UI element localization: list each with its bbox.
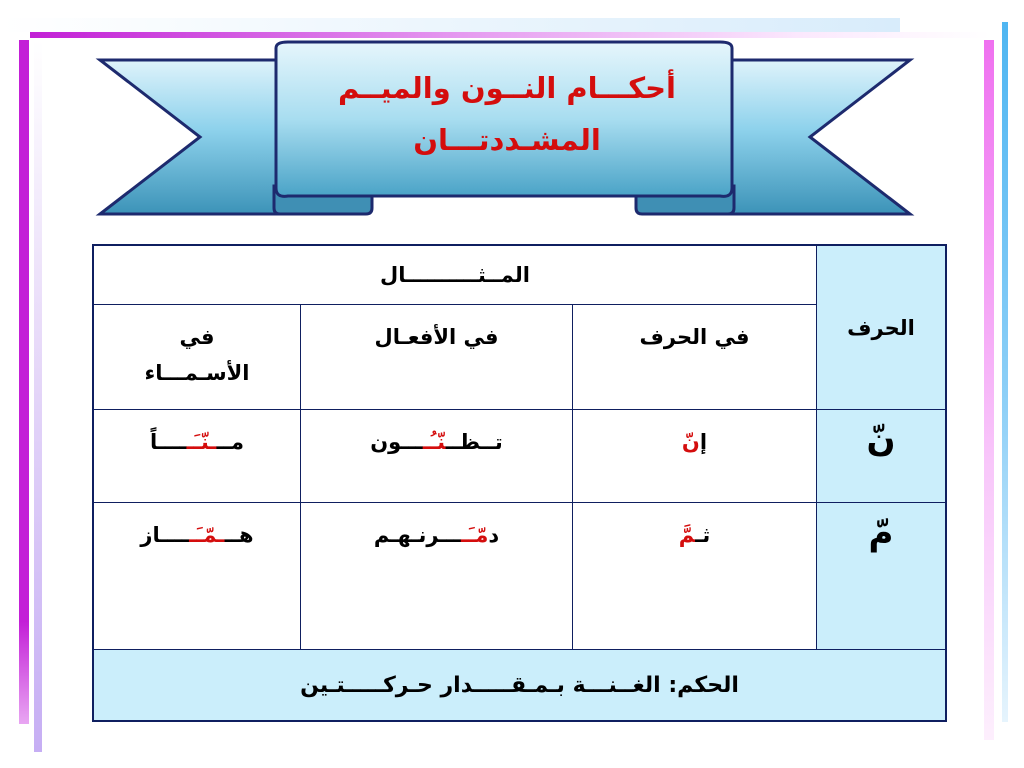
table-row-meem [93, 503, 946, 650]
text-highlight: ـمّـَـ [189, 523, 225, 547]
letter-meem: مّ [868, 513, 894, 553]
text-before: هــ [224, 523, 254, 547]
ruling-cell [93, 650, 946, 722]
sub-header-asma [93, 305, 301, 410]
text-highlight: مَّ [678, 523, 696, 547]
ribbon-left-tail [100, 60, 292, 214]
rules-table [92, 244, 947, 722]
text-after: ـــون [370, 430, 423, 454]
right-magenta-bar [984, 40, 994, 740]
right-blue-bar [1002, 22, 1008, 722]
text-highlight: نّ [681, 430, 700, 454]
text-highlight: مّـَـ [461, 523, 489, 547]
example-harf-meem [573, 503, 817, 650]
left-magenta-bar [19, 40, 29, 724]
example-asma-noon [93, 410, 301, 503]
text-before: تــظــ [445, 430, 503, 454]
letter-column-header [817, 245, 947, 410]
table-row-noon [93, 410, 946, 503]
ruling-text: الحكم: الغــنـــة بـمـقـــــدار حـركـــــتـين [300, 672, 739, 698]
text-highlight: نّـُـ [422, 430, 446, 454]
text-before: ثـ [695, 523, 711, 547]
ribbon-right-tail [718, 60, 910, 214]
sub-header-asma-text [94, 305, 300, 391]
left-lavender-bar [34, 40, 42, 752]
sub-header-afaal-text: في الأفعـال [374, 325, 499, 349]
rules-table-container [92, 244, 947, 722]
top-gradient-bar [0, 18, 900, 32]
text-before: مــ [216, 430, 245, 454]
title-line-1: أحكـــام النــون والميــم [338, 71, 676, 105]
letter-column-header-text: الحرف [847, 315, 915, 340]
letter-cell-meem [817, 503, 947, 650]
example-asma-meem [93, 503, 301, 650]
slide-title [280, 62, 734, 192]
text-before: إ [699, 430, 708, 454]
example-header-text: المــثــــــــــال [380, 263, 530, 287]
text-after: ــــاز [140, 523, 190, 547]
sub-header-asma-line1: في [179, 325, 215, 349]
example-afaal-noon [301, 410, 573, 503]
title-line-2: المشـددتـــان [413, 123, 601, 157]
letter-noon: نّ [866, 420, 896, 460]
text-after: ـــرنـهـم [373, 523, 462, 547]
example-header [93, 245, 817, 305]
sub-header-afaal [301, 305, 573, 410]
text-after: ــــاً [149, 430, 187, 454]
sub-header-harf-text: في الحرف [639, 325, 750, 349]
table-header-row [93, 245, 946, 305]
text-highlight: ـنّـَـ [186, 430, 217, 454]
example-afaal-meem [301, 503, 573, 650]
letter-cell-noon [817, 410, 947, 503]
sub-header-harf [573, 305, 817, 410]
ruling-row [93, 650, 946, 722]
sub-header-asma-line2: الأسـمـــاء [144, 361, 250, 385]
text-before: د [488, 523, 500, 547]
example-harf-noon [573, 410, 817, 503]
